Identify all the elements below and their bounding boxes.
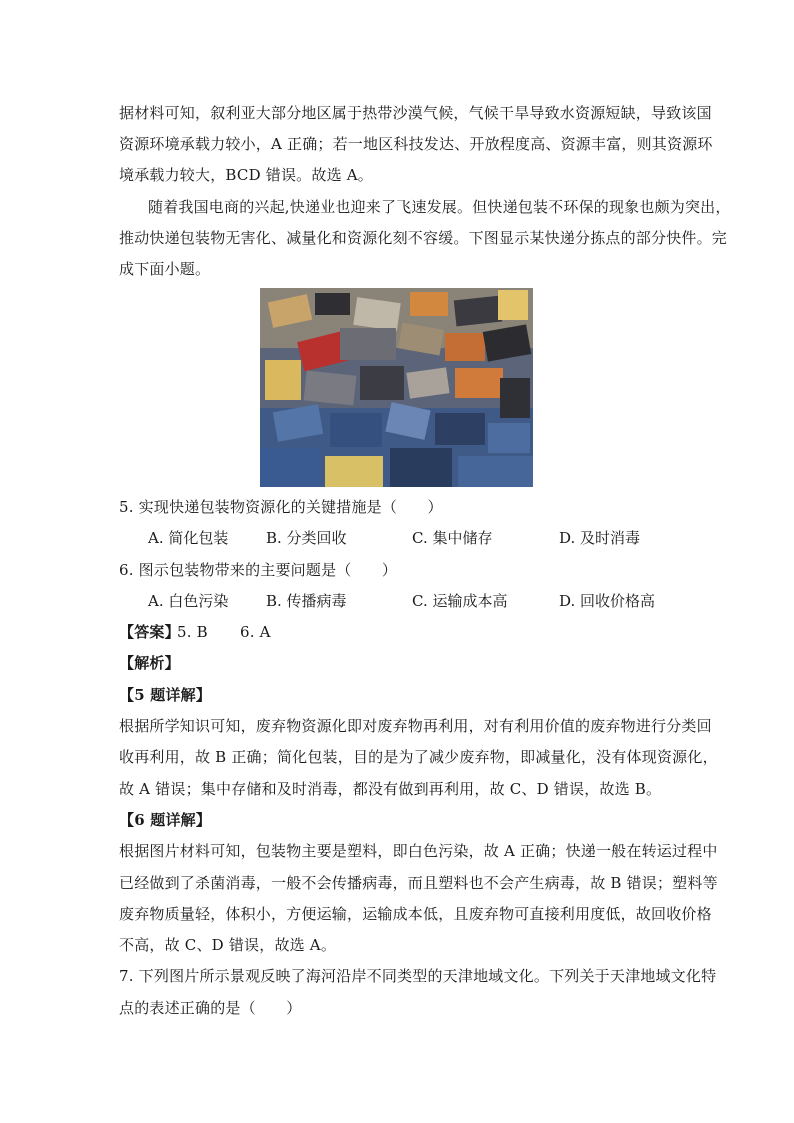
q6-option-a: A. 白色污染 (148, 592, 229, 610)
q5-detail-line: 故 A 错误；集中存储和及时消毒，都没有做到再利用，故 C、D 错误，故选 B。 (119, 780, 662, 798)
answer-label: 【答案】 (119, 623, 180, 641)
q5-option-c: C. 集中储存 (412, 529, 493, 547)
q5-option-d: D. 及时消毒 (559, 529, 641, 547)
intro-text-line: 随着我国电商的兴起,快递业也迎来了飞速发展。但快递包装不环保的现象也颇为突出， (148, 198, 731, 216)
q5-option-b: B. 分类回收 (266, 529, 347, 547)
analysis-text-line: 资源环境承载力较小，A 正确；若一地区科技发达、开放程度高、资源丰富，则其资源环 (119, 135, 713, 153)
q7-stem-line: 7. 下列图片所示景观反映了海河沿岸不同类型的天津地域文化。下列关于天津地域文化特 (119, 967, 717, 985)
q7-stem-line: 点的表述正确的是（ ） (119, 999, 302, 1017)
q6-options (0, 591, 794, 613)
q6-detail-line: 废弃物质量轻，体积小，方便运输，运输成本低，且废弃物可直接利用度低，故回收价格 (119, 905, 712, 923)
analysis-text-line: 据材料可知，叙利亚大部分地区属于热带沙漠气候，气候干旱导致水资源短缺，导致该国 (119, 104, 712, 122)
q6-option-b: B. 传播病毒 (266, 592, 347, 610)
answer-line (119, 622, 419, 642)
q6-detail-line: 不高，故 C、D 错误，故选 A。 (119, 936, 337, 954)
q6-option-c: C. 运输成本高 (412, 592, 508, 610)
answer-q6: 6. A (240, 623, 271, 641)
q6-detail-line: 根据图片材料可知，包装物主要是塑料，即白色污染，故 A 正确；快递一般在转运过程中 (119, 842, 718, 860)
q5-detail-line: 根据所学知识可知，废弃物资源化即对废弃物再利用，对有利用价值的废弃物进行分类回 (119, 717, 712, 735)
analysis-text-line: 境承载力较大，BCD 错误。故选 A。 (119, 166, 373, 184)
q6-stem: 6. 图示包装物带来的主要问题是（ ） (119, 561, 398, 579)
q5-stem: 5. 实现快递包装物资源化的关键措施是（ ） (119, 498, 443, 516)
intro-text-line: 成下面小题。 (119, 260, 211, 278)
answer-q5: 5. B (177, 623, 208, 641)
analysis-label: 【解析】 (119, 654, 180, 672)
q5-option-a: A. 简化包装 (148, 529, 229, 547)
q5-options (0, 528, 794, 550)
q6-detail-label: 【6 题详解】 (119, 811, 212, 829)
q6-option-d: D. 回收价格高 (559, 592, 656, 610)
q5-detail-label: 【5 题详解】 (119, 686, 212, 704)
intro-text-line: 推动快递包装物无害化、减量化和资源化刻不容缓。下图显示某快递分拣点的部分快件。完 (119, 229, 728, 247)
q6-detail-line: 已经做到了杀菌消毒，一般不会传播病毒，而且塑料也不会产生病毒，故 B 错误；塑料等 (119, 874, 718, 892)
q5-detail-line: 收再利用，故 B 正确；简化包装，目的是为了减少废弃物，即减量化，没有体现资源化， (119, 748, 718, 766)
express-packages-photo (260, 288, 533, 487)
